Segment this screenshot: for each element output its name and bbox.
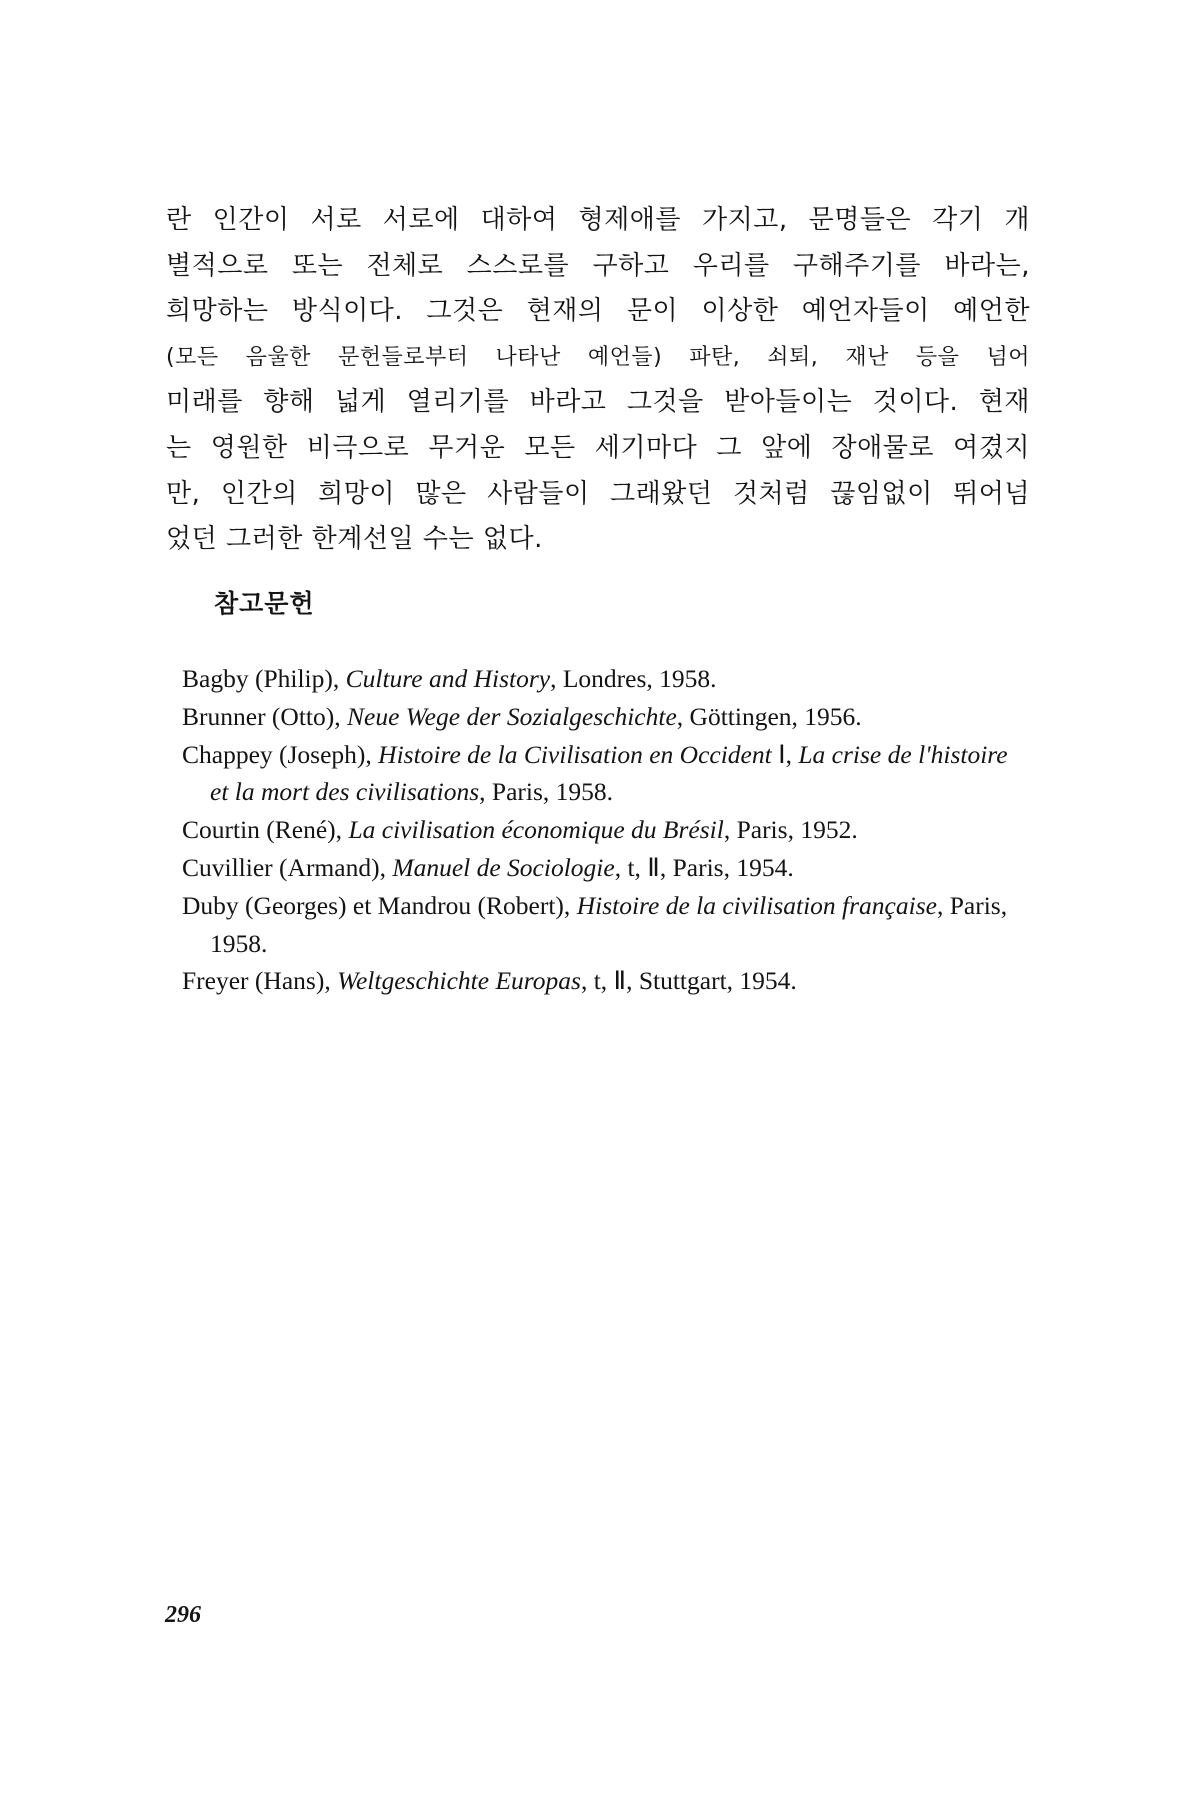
references-list	[182, 660, 1022, 1000]
reference-details: Ⅰ,	[771, 739, 799, 769]
body-line: 만, 인간의 희망이 많은 사람들이 그래왔던 것처럼 끊임없이 뛰어넘	[166, 478, 1030, 509]
reference-item	[182, 698, 1022, 736]
reference-item	[182, 962, 1022, 1000]
reference-title: Neue Wege der Sozialgeschichte	[347, 701, 677, 731]
reference-title: Histoire de la civilisation française	[576, 890, 937, 920]
reference-title: La civilisation économique du Brésil	[348, 815, 724, 845]
reference-details: , Paris, 1952.	[723, 815, 858, 845]
reference-author: Duby (Georges) et Mandrou (Robert),	[182, 890, 577, 920]
reference-title-secondary: La crise de l'histoire et la mort des civilisations	[210, 739, 1008, 807]
reference-title: Weltgeschichte Europas	[337, 966, 581, 996]
reference-title: Culture and History	[345, 664, 551, 693]
reference-author: Cuvillier (Armand),	[182, 852, 393, 882]
reference-author: Brunner (Otto),	[182, 701, 348, 731]
reference-details: , Londres, 1958.	[550, 664, 717, 693]
body-paragraph	[166, 198, 1030, 563]
reference-title: Manuel de Sociologie	[392, 852, 615, 882]
reference-item	[182, 849, 1022, 887]
reference-title: Histoire de la Civilisation en Occident	[378, 739, 772, 769]
page-number: 296	[165, 1602, 201, 1628]
body-line: 희망하는 방식이다. 그것은 현재의 문이 이상한 예언자들이 예언한	[166, 296, 1030, 327]
reference-author: Freyer (Hans),	[182, 966, 338, 996]
body-line: 는 영원한 비극으로 무거운 모든 세기마다 그 앞에 장애물로 여겼지	[166, 432, 1030, 463]
reference-details: , Paris, 1958.	[479, 777, 614, 807]
reference-author: Bagby (Philip),	[182, 664, 346, 693]
reference-item	[182, 736, 1022, 812]
reference-author: Courtin (René),	[182, 815, 349, 845]
body-line: 미래를 향해 넓게 열리기를 바라고 그것을 받아들이는 것이다. 현재	[166, 387, 1030, 418]
reference-item	[182, 811, 1022, 849]
reference-details: , Göttingen, 1956.	[676, 701, 862, 731]
reference-item	[182, 660, 1022, 698]
references-heading: 참고문헌	[214, 589, 315, 618]
reference-author: Chappey (Joseph),	[182, 739, 379, 769]
reference-details: , t, Ⅱ, Paris, 1954.	[614, 852, 794, 882]
body-line: 란 인간이 서로 서로에 대하여 형제애를 가지고, 문명들은 각기 개	[166, 205, 1030, 235]
body-line: (모든 음울한 문헌들로부터 나타난 예언들) 파탄, 쇠퇴, 재난 등을 넘어	[166, 344, 1030, 370]
reference-details: , t, Ⅱ, Stuttgart, 1954.	[580, 966, 797, 996]
reference-details: , Paris, 1958.	[210, 890, 1008, 958]
body-line: 었던 그러한 한계선일 수는 없다.	[166, 524, 543, 555]
body-line: 별적으로 또는 전체로 스스로를 구하고 우리를 구해주기를 바라는,	[166, 250, 1030, 281]
reference-item	[182, 887, 1022, 963]
